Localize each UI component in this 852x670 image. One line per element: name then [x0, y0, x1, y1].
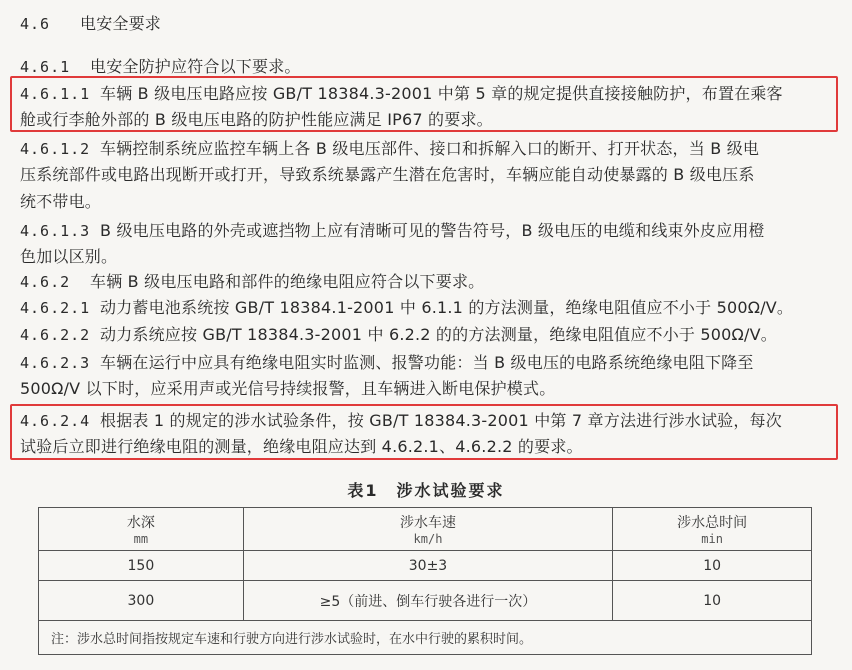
- clause-number: 4.6.2.3: [20, 354, 91, 372]
- header-cell: [613, 508, 812, 551]
- clause-text: 电安全防护应符合以下要求。: [90, 57, 301, 76]
- section-heading: [20, 14, 161, 34]
- clause-text: B 级电压电路的外壳或遮挡物上应有清晰可见的警告符号，B 级电压的电缆和线束外皮应用橙: [100, 221, 765, 240]
- clause-text: 车辆在运行中应具有绝缘电阻实时监测、报警功能：当 B 级电压的电路系统绝缘电阻下降至: [100, 353, 754, 372]
- table-caption: 表1 涉水试验要求: [347, 481, 505, 500]
- header-unit: mm: [133, 532, 149, 546]
- clause-4-6-1-2-line1: [20, 139, 759, 159]
- clause-4-6-1: [20, 57, 301, 77]
- clause-4-6-2: [20, 272, 484, 292]
- clause-4-6-1-2-line3: 统不带电。: [20, 192, 102, 211]
- clause-text: 动力系统应按 GB/T 18384.3-2001 中 6.2.2 的的方法测量，绝缘电阻值应不小于 500Ω/V。: [100, 325, 777, 344]
- table-cell: 150: [39, 551, 244, 581]
- table-header-row: [39, 508, 812, 551]
- clause-4-6-1-1-line1: [20, 84, 783, 104]
- clause-4-6-1-3-line2: 色加以区别。: [20, 247, 118, 266]
- section-title: 电安全要求: [80, 14, 162, 33]
- clause-number: 4.6.1.3: [20, 222, 91, 240]
- clause-number: 4.6.1.2: [20, 140, 91, 158]
- clause-number: 4.6.1: [20, 58, 71, 76]
- clause-4-6-1-1-line2: 舱或行李舱外部的 B 级电压电路的防护性能应满足 IP67 的要求。: [20, 110, 493, 129]
- clause-4-6-1-2-line2: 压系统部件或电路出现断开或打开，导致系统暴露产生潜在危害时，车辆应能自动使暴露的 B 级电压系: [20, 165, 755, 184]
- clause-text: 车辆 B 级电压电路应按 GB/T 18384.3-2001 中第 5 章的规定提供直接接触防护，布置在乘客: [100, 84, 783, 103]
- table-cell: ≥5（前进、倒车行驶各进行一次）: [243, 581, 613, 621]
- header-cell: [39, 508, 244, 551]
- clause-number: 4.6.2.2: [20, 326, 91, 344]
- clause-text: 车辆 B 级电压电路和部件的绝缘电阻应符合以下要求。: [90, 272, 485, 291]
- clause-4-6-2-4-line2: 试验后立即进行绝缘电阻的测量，绝缘电阻应达到 4.6.2.1、4.6.2.2 的要求。: [20, 437, 583, 456]
- clause-text: 动力蓄电池系统按 GB/T 18384.1-2001 中 6.1.1 的方法测量，绝缘电阻值应不小于 500Ω/V。: [100, 298, 794, 317]
- clause-number: 4.6.2.4: [20, 412, 91, 430]
- header-unit: km/h: [413, 532, 443, 546]
- clause-4-6-1-3-line1: [20, 221, 765, 241]
- table-cell: 10: [613, 581, 812, 621]
- section-number: 4.6: [20, 15, 51, 33]
- clause-4-6-2-2: [20, 325, 777, 345]
- wading-test-table: [38, 507, 812, 655]
- table-note: 注：涉水总时间指按规定车速和行驶方向进行涉水试验时，在水中行驶的累积时间。: [39, 621, 812, 655]
- header-unit: min: [701, 532, 723, 546]
- table-cell: 300: [39, 581, 244, 621]
- table-row: [39, 581, 812, 621]
- table-cell: 10: [613, 551, 812, 581]
- clause-4-6-2-3-line1: [20, 353, 754, 373]
- table-note-row: [39, 621, 812, 655]
- clause-text: 根据表 1 的规定的涉水试验条件，按 GB/T 18384.3-2001 中第 7 章方法进行涉水试验，每次: [100, 411, 782, 430]
- header-label: 涉水总时间: [677, 515, 748, 531]
- header-cell: [243, 508, 613, 551]
- clause-text: 车辆控制系统应监控车辆上各 B 级电压部件、接口和拆解入口的断开、打开状态，当 B 级电: [100, 139, 760, 158]
- clause-4-6-2-1: [20, 298, 793, 318]
- header-label: 水深: [126, 515, 155, 531]
- table-row: [39, 551, 812, 581]
- clause-4-6-2-4-line1: [20, 411, 782, 431]
- table-cell: 30±3: [243, 551, 613, 581]
- clause-number: 4.6.1.1: [20, 85, 91, 103]
- clause-number: 4.6.2.1: [20, 299, 91, 317]
- header-label: 涉水车速: [399, 515, 456, 531]
- clause-number: 4.6.2: [20, 273, 71, 291]
- clause-4-6-2-3-line2: 500Ω/V 以下时，应采用声或光信号持续报警，且车辆进入断电保护模式。: [20, 379, 556, 398]
